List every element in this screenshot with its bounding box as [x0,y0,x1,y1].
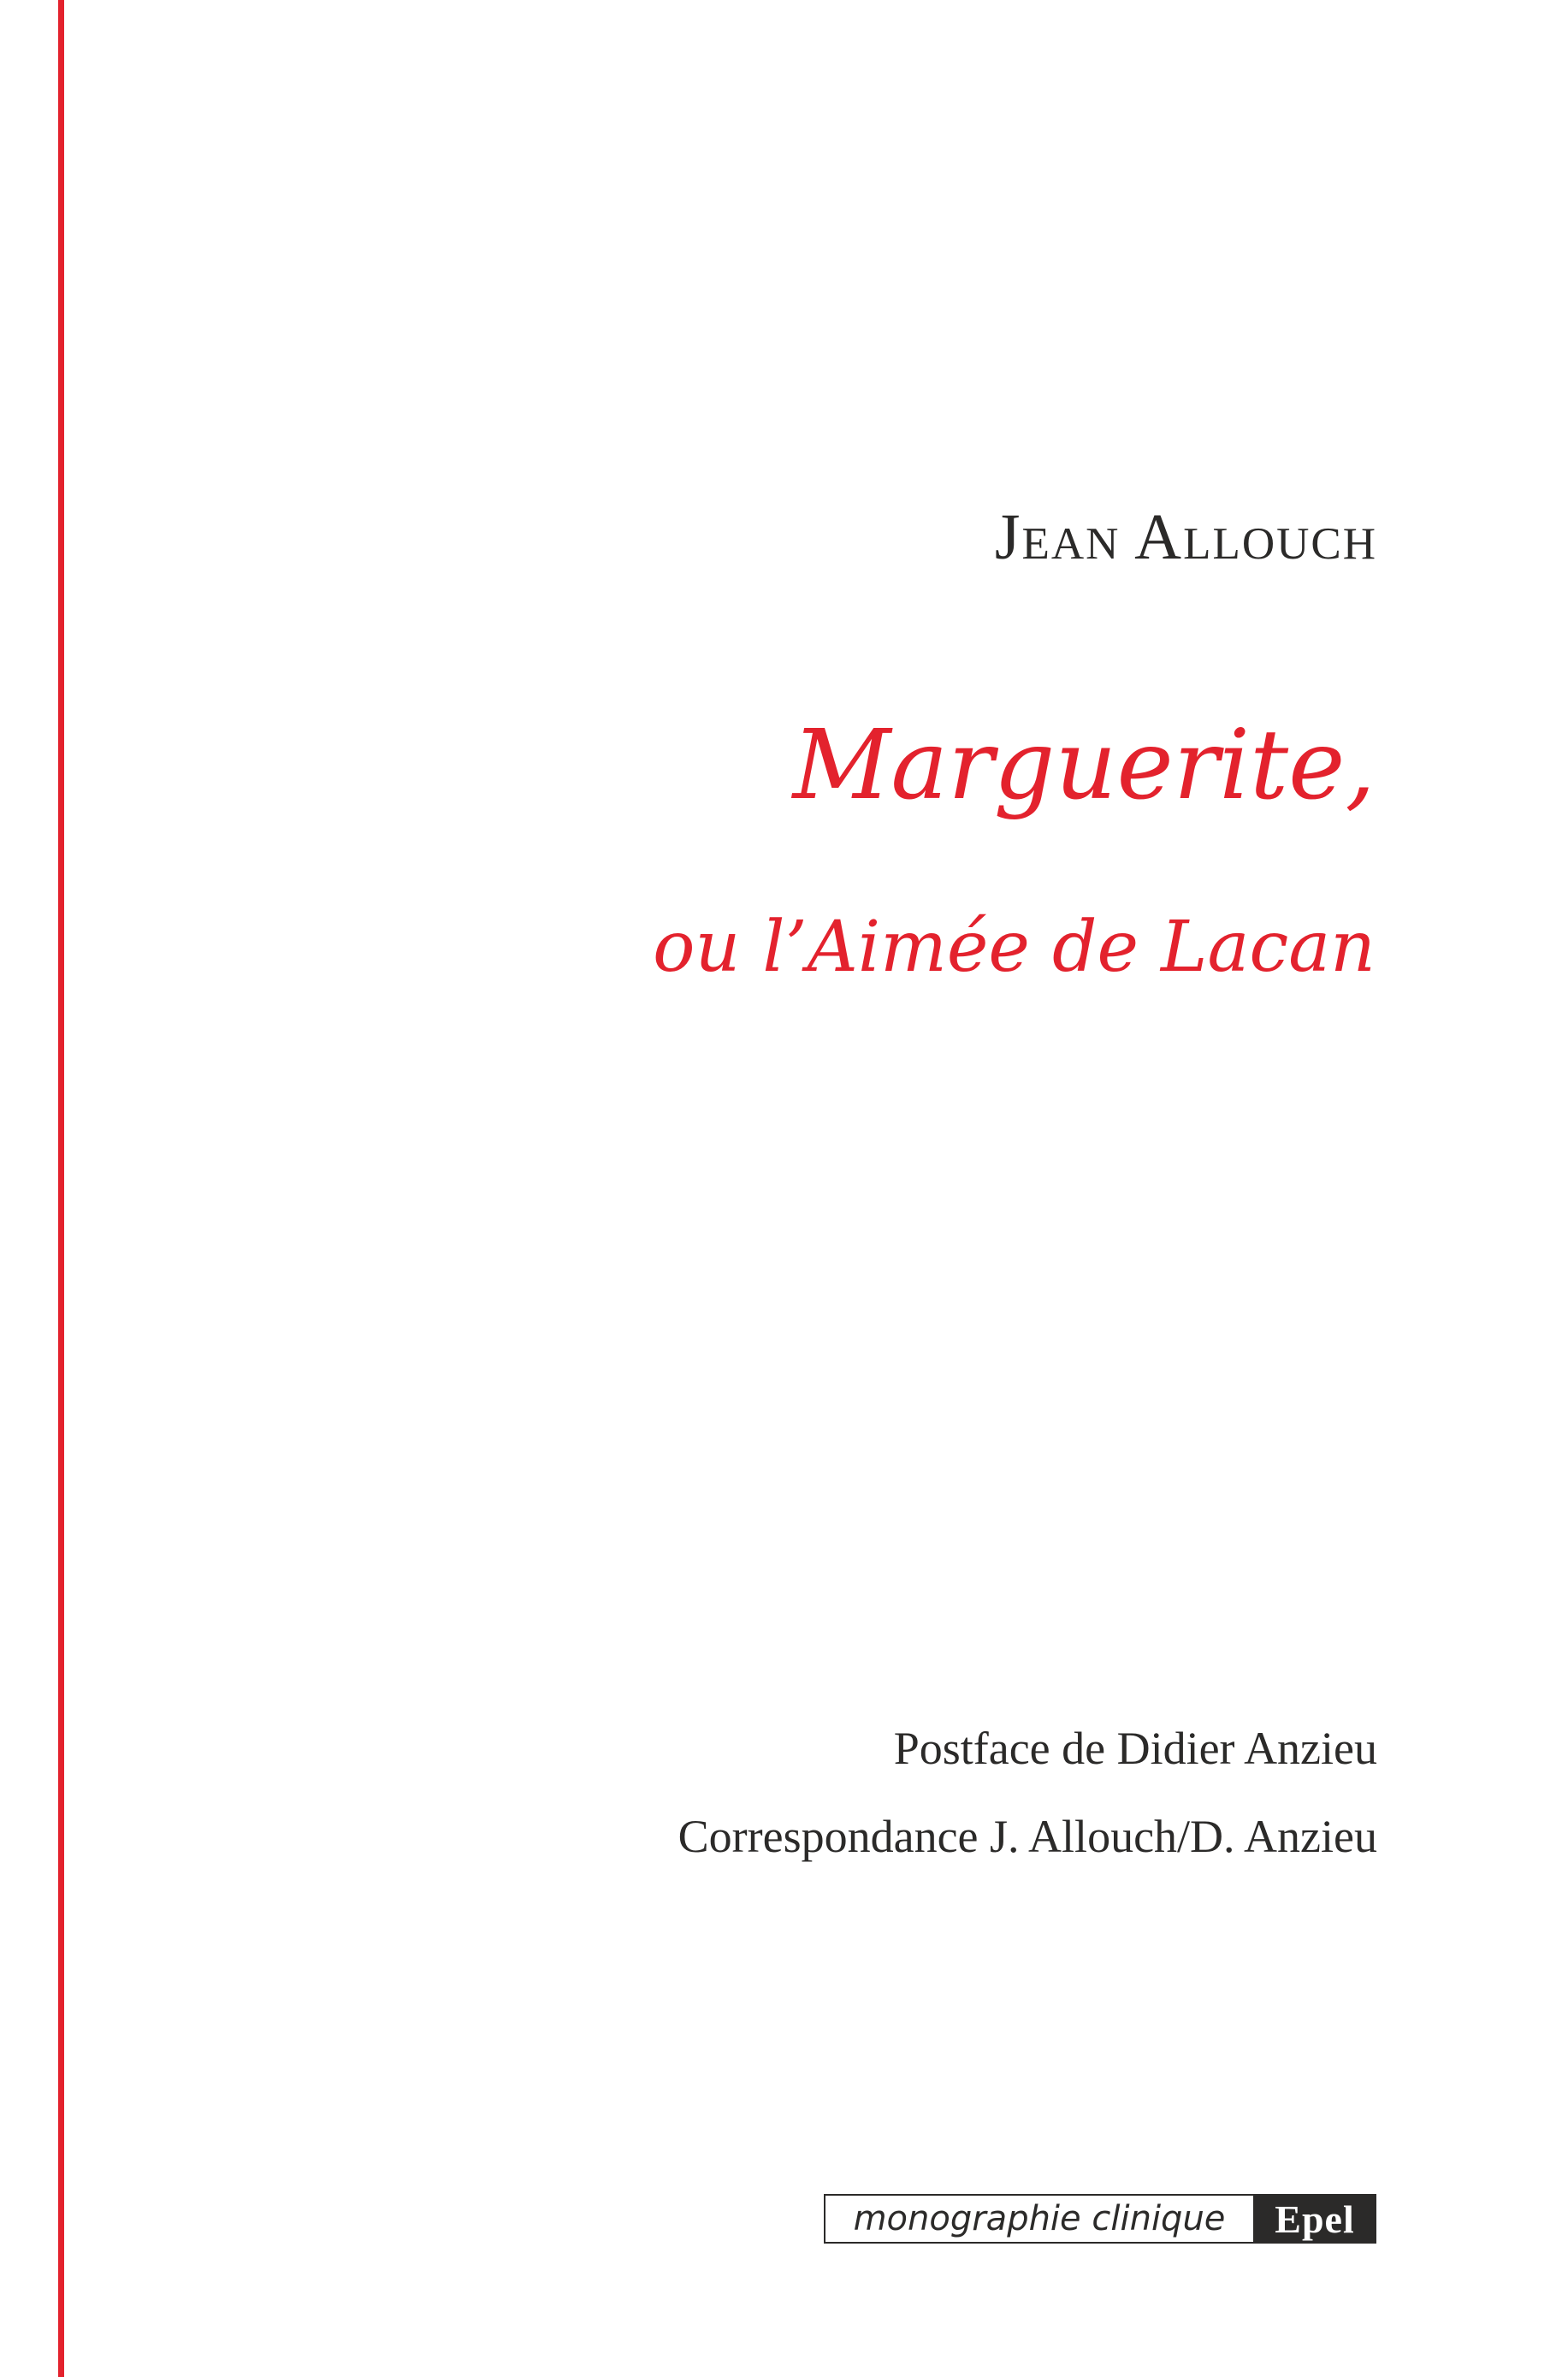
correspondence-credit: Correspondance J. Allouch/D. Anzieu [677,1811,1377,1862]
red-vertical-rule [58,0,64,2377]
book-subtitle: ou l’Aimée de Lacan [653,907,1376,988]
series-name: monographie clinique [824,2194,1253,2244]
book-title: Marguerite, [792,710,1376,821]
publisher-logo: Epel [1253,2194,1376,2244]
postface-credit: Postface de Didier Anzieu [893,1723,1377,1774]
author-name: Jean Allouch [994,501,1377,573]
series-imprint [824,2194,1376,2244]
